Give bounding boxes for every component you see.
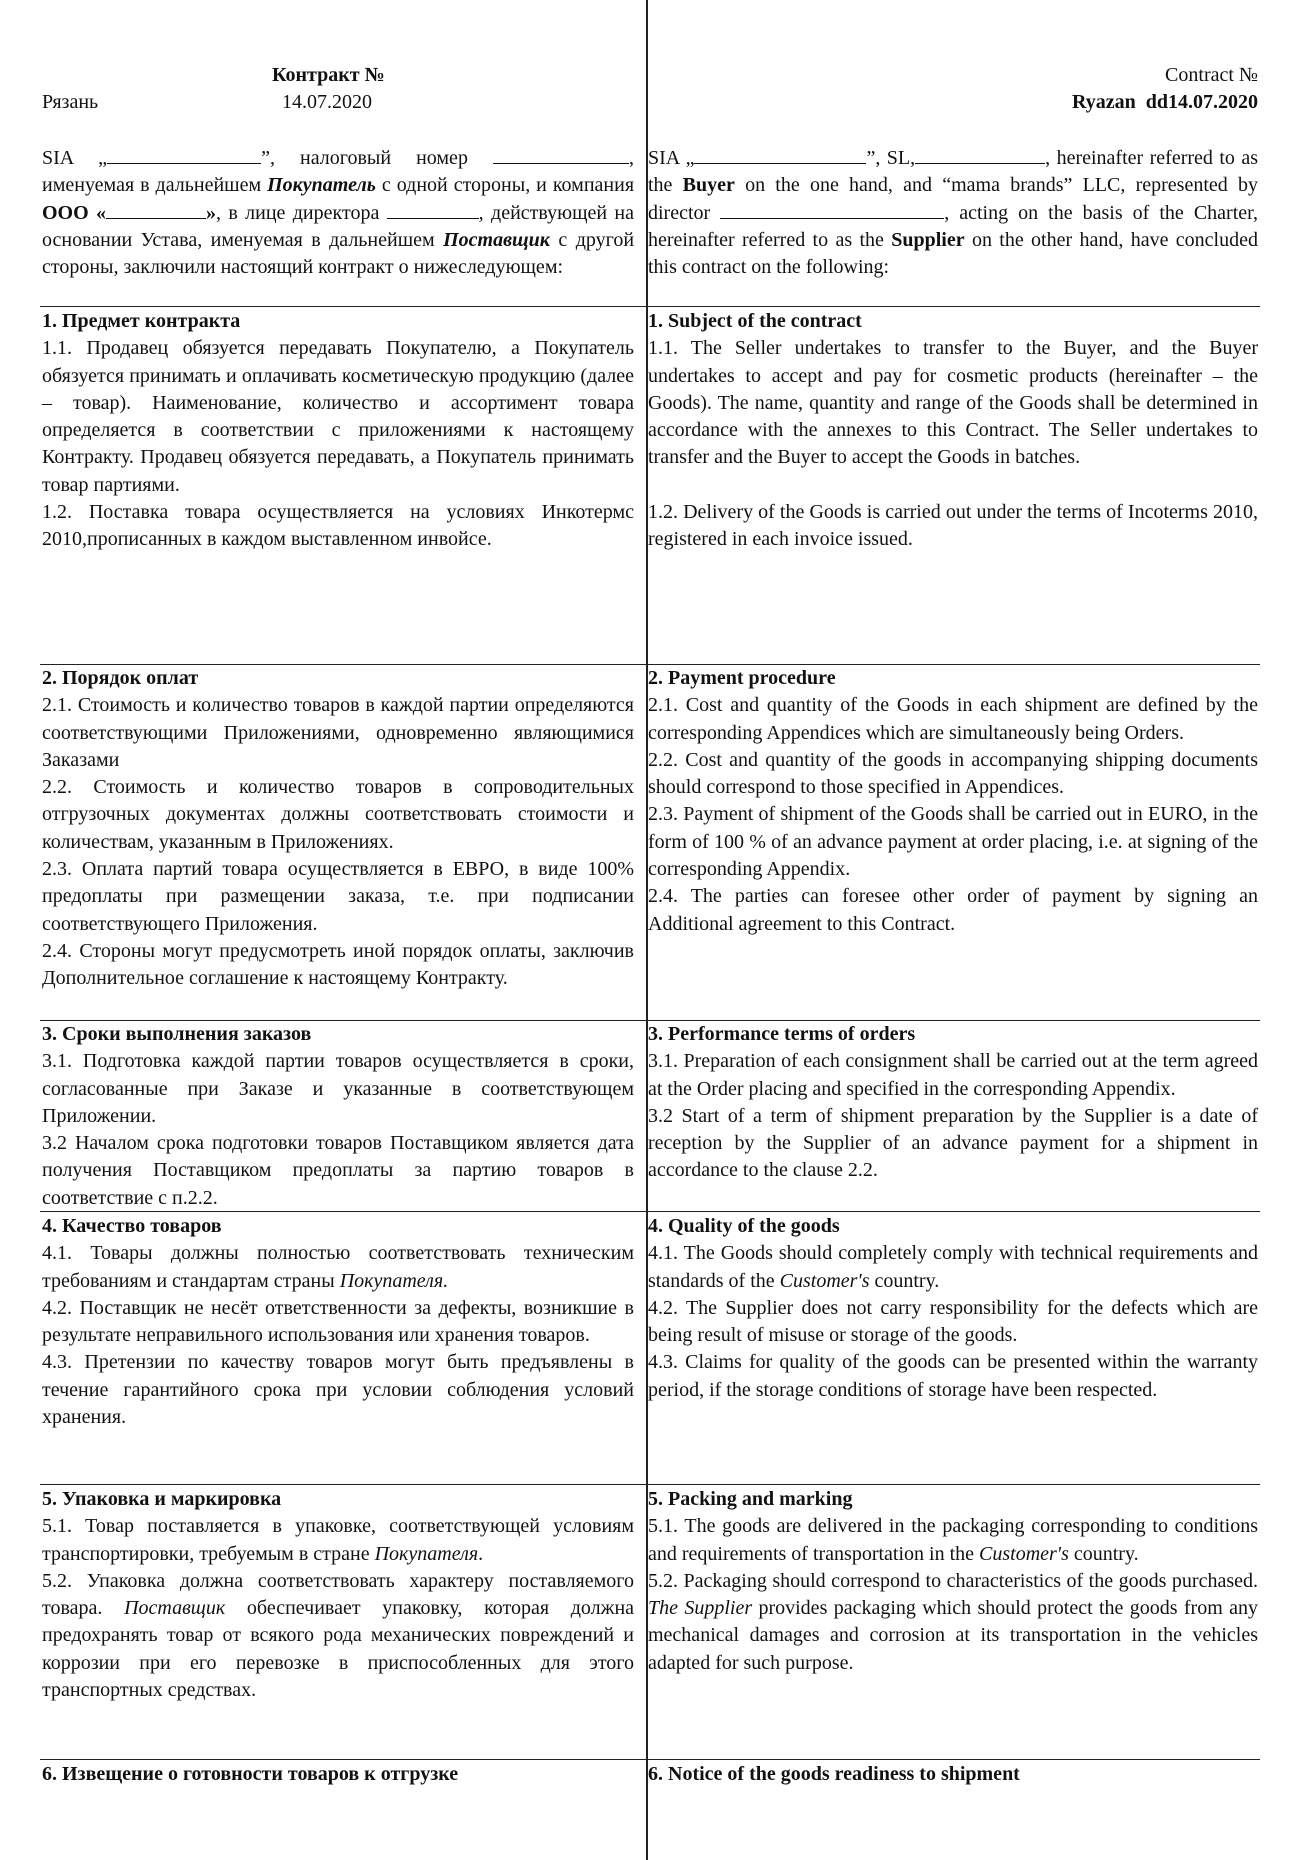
row-divider <box>40 1759 1260 1760</box>
en-section-title: 6. Notice of the goods readiness to shipment <box>648 1763 1020 1785</box>
en-section-2 <box>648 665 1258 938</box>
ru-section-title: 1. Предмет контракта <box>42 310 241 332</box>
ru-section-title: 5. Упаковка и маркировка <box>42 1488 282 1510</box>
en-section-4 <box>648 1213 1258 1404</box>
blank-field <box>387 200 479 219</box>
en-customer-term: Customer's <box>979 1542 1069 1565</box>
en-customer-term: Customer's <box>779 1269 870 1292</box>
blank-field <box>720 200 944 219</box>
ru-clause-2-3: 2.3. Оплата партий товара осуществляется в ЕВРО, в виде 100% предоплаты при размещении заказа, т.е. при подписании соответствующего Приложения. <box>42 858 634 935</box>
en-section-title: 5. Packing and marking <box>648 1488 853 1510</box>
en-clause-5-2: 5.2. Packaging should correspond to characteristics of the goods purchased. <box>648 1569 1258 1592</box>
ru-section-4 <box>42 1213 634 1431</box>
en-clause-4-2: 4.2. The Supplier does not carry responsibility for the defects which are being result of misuse or storage of the goods. <box>648 1296 1258 1347</box>
ru-section-title: 3. Сроки выполнения заказов <box>42 1023 312 1045</box>
en-buyer-term: Buyer <box>682 174 735 197</box>
en-clause-1-1: 1.1. The Seller undertakes to transfer to the Buyer, and the Buyer undertakes to accept and pay for cosmetic products (hereinafter – the Goods). The name, quantity and range of the Goods shall be determined in accordance with the annexes to this Contract. The Seller undertakes to transfer and the Buyer to accept the Goods in batches. <box>648 337 1258 469</box>
ru-date: 14.07.2020 <box>282 91 372 113</box>
blank-field <box>493 145 629 164</box>
ru-clause-4-3: 4.3. Претензии по качеству товаров могут быть предъявлены в течение гарантийного срока при условии соблюдения условий хранения. <box>42 1351 634 1429</box>
ru-section-2 <box>42 665 634 993</box>
en-intro <box>648 145 1258 281</box>
en-clause-2-4: 2.4. The parties can foresee other order of payment by signing an Additional agreement to this Contract. <box>648 885 1258 935</box>
ru-city: Рязань <box>42 91 99 113</box>
en-intro-text: on the other hand, have concluded this contract on the following: <box>648 228 1258 279</box>
blank-field <box>694 145 866 164</box>
en-section-title: 4. Quality of the goods <box>648 1215 840 1237</box>
ru-clause-4-2: 4.2. Поставщик не несёт ответственности за дефекты, возникшие в результате неправильного использования или хранения товаров. <box>42 1296 634 1347</box>
ru-contract-title: Контракт № <box>272 64 385 86</box>
ru-section-1 <box>42 308 634 554</box>
en-section-title: 2. Payment procedure <box>648 667 836 689</box>
en-contract-title: Contract № <box>1165 64 1258 86</box>
ru-section-title: 2. Порядок оплат <box>42 667 199 689</box>
ru-company-end: » <box>206 201 217 224</box>
en-intro-text: , acting on the basis of the Charter, hereinafter referred to as the <box>648 201 1258 251</box>
ru-intro <box>42 145 634 281</box>
ru-customer-term: Покупателя. <box>339 1269 449 1292</box>
ru-customer-term: Покупателя <box>374 1542 479 1565</box>
ru-buyer-term: Покупатель <box>267 174 376 197</box>
ru-company: ООО « <box>42 201 107 224</box>
ru-clause-4-1: 4.1. Товары должны полностью соответствовать техническим требованиям и стандартам страны <box>42 1242 634 1292</box>
ru-section-5: 5. Упаковка и маркировка 5.1. Товар поставляется в упаковке, соответствующей условиям транспортировки, требуемым в стране Покупателя. 5.2. Упаковка должна соответствовать характеру поставляемого товара. Поставщик обеспечивает упаковку, которая должна предохранять товар от всякого рода механических повреждений и коррозии при его перевозке в приспособленных для этого транспортных средствах. <box>42 1488 635 1702</box>
blank-field <box>915 145 1045 164</box>
ru-clause-5-1: 5.1. Товар поставляется в упаковке, соответствующей условиям транспортировки, требуемым в стране <box>42 1515 634 1565</box>
en-clause-3-1: 3.1. Preparation of each consignment shall be carried out at the term agreed at the Order placing and specified in the corresponding Appendix. <box>648 1050 1258 1100</box>
en-clause-5-1: 5.1. The goods are delivered in the packaging corresponding to conditions and requirements of transportation in the <box>648 1515 1258 1565</box>
en-clause-4-3: 4.3. Claims for quality of the goods can be presented within the warranty period, if the storage conditions of storage have been respected. <box>648 1351 1258 1401</box>
en-clause-4-1: 4.1. The Goods should completely comply with technical requirements and standards of the <box>648 1242 1258 1292</box>
en-intro-text: , hereinafter referred to as the <box>648 147 1259 197</box>
en-supplier-term: The Supplier <box>648 1597 753 1620</box>
ru-section-6 <box>42 1761 634 1788</box>
ru-intro-text: SIA „ <box>42 147 108 169</box>
ru-section-title: 6. Извещение о готовности товаров к отгрузке <box>42 1763 459 1785</box>
ru-intro-text: , именуемая в дальнейшем <box>42 147 634 197</box>
ru-clause-2-4: 2.4. Стороны могут предусмотреть иной порядок оплаты, заключив Дополнительное соглашение к настоящему Контракту. <box>42 939 634 990</box>
en-clause-5-2-end: provides packaging which should protect the goods from any mechanical damages and corrosion at its transportation in the vehicles adapted for such purpose. <box>648 1597 1258 1674</box>
en-city-date: Ryazan dd14.07.2020 <box>1072 91 1258 113</box>
ru-clause-3-1: 3.1. Подготовка каждой партии товаров осуществляется в сроки, согласованные при Заказе и указанные в соответствующем Приложении. <box>42 1050 634 1127</box>
en-intro-text: on the one hand, and “mama brands” LLC, represented by director <box>648 174 1258 224</box>
ru-intro-text: , действующей на основании Устава, именуемая в дальнейшем <box>42 201 634 251</box>
ru-intro-text: , в лице директора <box>216 201 380 224</box>
en-section-title: 1. Subject of the contract <box>648 310 862 332</box>
ru-intro-text: с другой стороны, заключили настоящий контракт о нижеследующем: <box>42 228 635 279</box>
ru-clause-3-2: 3.2 Началом срока подготовки товаров Поставщиком является дата получения Поставщиком предоплаты за партию товаров в соответствие с п.2.2. <box>42 1132 634 1209</box>
row-divider <box>40 1484 1260 1485</box>
en-clause-1-2: 1.2. Delivery of the Goods is carried out under the terms of Incoterms 2010, registered in each invoice issued. <box>648 500 1258 551</box>
ru-section-title: 4. Качество товаров <box>42 1215 222 1237</box>
blank-field <box>106 200 206 219</box>
ru-intro-text: ”, налоговый номер <box>261 147 468 169</box>
en-supplier-term: Supplier <box>891 228 965 251</box>
row-divider <box>40 1211 1260 1212</box>
en-intro-text: SIA „ <box>648 147 695 169</box>
en-clause-2-1: 2.1. Cost and quantity of the Goods in each shipment are defined by the corresponding Appendices which are simultaneously being Orders. <box>648 694 1258 744</box>
en-section-3 <box>648 1021 1258 1185</box>
en-clause-2-3: 2.3. Payment of shipment of the Goods shall be carried out in EURO, in the form of 100 % of an advance payment at order placing, i.e. at signing of the corresponding Appendix. <box>648 803 1258 881</box>
en-clause-3-2: 3.2 Start of a term of shipment preparation by the Supplier is a date of reception by the Supplier of an advance payment for a shipment in accordance to the clause 2.2. <box>648 1104 1258 1182</box>
en-section-6 <box>648 1761 1258 1788</box>
en-section-5 <box>648 1486 1258 1677</box>
ru-section-3 <box>42 1021 634 1212</box>
ru-clause-1-1: 1.1. Продавец обязуется передавать Покупателю, а Покупатель обязуется принимать и оплачивать косметическую продукцию (далее – товар). Наименование, количество и ассортимент товара определяется в соответствии с приложениями к настоящему Контракту. Продавец обязуется передавать, а Покупатель принимать товар партиями. <box>42 337 634 496</box>
ru-clause-2-1: 2.1. Стоимость и количество товаров в каждой партии определяются соответствующими Приложениями, одновременно являющимися Заказами <box>42 694 634 771</box>
ru-clause-5-2-end: обеспечивает упаковку, которая должна предохранять товар от всякого рода механических повреждений и коррозии при его перевозке в приспособленных для этого транспортных средствах. <box>42 1597 635 1702</box>
ru-clause-1-2: 1.2. Поставка товара осуществляется на условиях Инкотермс 2010,прописанных в каждом выставленном инвойсе. <box>42 501 634 551</box>
ru-supplier-term: Поставщик <box>443 228 550 251</box>
ru-clause-2-2: 2.2. Стоимость и количество товаров в сопроводительных отгрузочных документах должны соответствовать стоимости и количествам, указанным в Приложениях. <box>42 776 634 853</box>
ru-supplier-term: Поставщик <box>124 1597 226 1620</box>
blank-field <box>107 145 261 164</box>
en-intro-text: ”, SL, <box>866 147 916 169</box>
en-section-title: 3. Performance terms of orders <box>648 1023 916 1045</box>
ru-clause-5-2: 5.2. Упаковка должна соответствовать характеру поставляемого товара. <box>42 1569 634 1620</box>
ru-intro-text: с одной стороны, и компания <box>381 174 635 197</box>
row-divider <box>40 306 1260 307</box>
en-section-1 <box>648 308 1258 553</box>
en-clause-4-1-end: country. <box>874 1269 940 1292</box>
en-clause-2-2: 2.2. Cost and quantity of the goods in accompanying shipping documents should correspond to those specified in Appendices. <box>648 748 1258 799</box>
en-clause-5-1-end: country. <box>1073 1542 1139 1565</box>
